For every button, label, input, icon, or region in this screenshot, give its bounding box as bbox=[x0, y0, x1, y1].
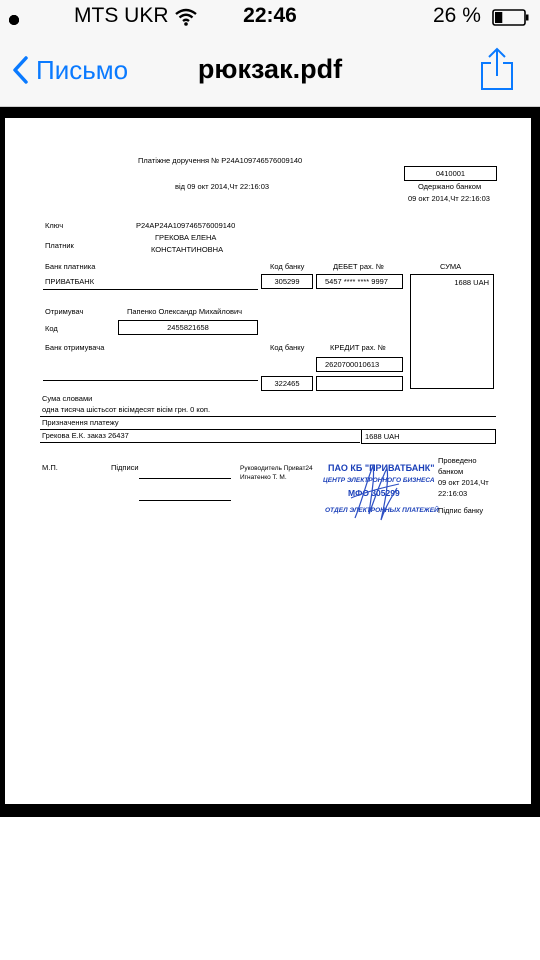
processed-line-1: Проведено bbox=[438, 456, 477, 465]
processed-line-3: 09 окт 2014,Чт bbox=[438, 478, 489, 487]
share-button[interactable] bbox=[478, 46, 516, 97]
code-label: Код bbox=[45, 324, 58, 333]
manager-title: Руководитель Приват24 bbox=[240, 465, 313, 472]
carrier-label: MTS UKR bbox=[74, 4, 169, 27]
debit-account-box: 5457 **** **** 9997 bbox=[316, 274, 403, 289]
received-by-bank-label: Одержано банком bbox=[418, 182, 482, 191]
bank-code-label-2: Код банку bbox=[270, 343, 305, 352]
payer-name-line-1: ГРЕКОВА ЕЛЕНА bbox=[155, 233, 217, 242]
mp-label: М.П. bbox=[42, 463, 58, 472]
empty-account-box bbox=[316, 376, 403, 391]
recipient-code-box: 2455821658 bbox=[118, 320, 258, 335]
stamp-line-3: МФО 305299 bbox=[348, 488, 400, 498]
payer-bank-code-box: 305299 bbox=[261, 274, 313, 289]
processed-line-4: 22:16:03 bbox=[438, 489, 468, 498]
recipient-bank-underline bbox=[43, 380, 258, 381]
pdf-viewer[interactable] bbox=[0, 107, 540, 817]
payer-bank-underline bbox=[43, 289, 258, 290]
battery-percent: 26 % bbox=[433, 4, 481, 27]
credit-account-box: 2620700010613 bbox=[316, 357, 403, 372]
order-date: від 09 окт 2014,Чт 22:16:03 bbox=[175, 182, 270, 191]
signatures-label: Підписи bbox=[111, 463, 139, 472]
purpose-amount-box: 1688 UAH bbox=[361, 429, 496, 444]
pdf-page bbox=[5, 118, 531, 804]
share-icon bbox=[478, 46, 516, 92]
amount-label: СУМА bbox=[440, 262, 462, 271]
key-value: P24AP24A109746576009140 bbox=[136, 221, 236, 230]
received-date: 09 окт 2014,Чт 22:16:03 bbox=[408, 194, 490, 203]
sum-in-words-label: Сума словами bbox=[42, 394, 93, 403]
sum-in-words: одна тисяча шістьсот вісімдесят вісім грн. 0 коп. bbox=[42, 405, 211, 414]
navigation-bar bbox=[0, 36, 540, 107]
form-code-box: 0410001 bbox=[404, 166, 497, 181]
purpose-text: Грекова Е.К. заказ 26437 bbox=[42, 431, 129, 440]
stamp-line-2: ЦЕНТР ЭЛЕКТРОННОГО БИЗНЕСА bbox=[323, 477, 435, 484]
purpose-label: Призначення платежу bbox=[42, 418, 119, 427]
order-title: Платіжне доручення № P24A109746576009140 bbox=[138, 156, 303, 165]
handwritten-signature bbox=[345, 458, 405, 530]
bank-code-label: Код банку bbox=[270, 262, 305, 271]
stamp-line-4: ОТДЕЛ ЭЛЕКТРОННЫХ ПЛАТЕЖЕЙ bbox=[325, 507, 439, 514]
bank-signature-label: Підпис банку bbox=[438, 506, 484, 515]
payer-bank-label: Банк платника bbox=[45, 262, 96, 271]
manager-name: Игнатенко Т. М. bbox=[240, 474, 287, 481]
debit-label: ДЕБЕТ рах. № bbox=[333, 262, 384, 271]
recipient-name: Папенко Олександр Михайлович bbox=[127, 307, 243, 316]
key-label: Ключ bbox=[45, 221, 64, 230]
payer-bank-name: ПРИВАТБАНК bbox=[45, 277, 95, 286]
signature-line-2 bbox=[139, 500, 231, 501]
recipient-bank-code-box: 322465 bbox=[261, 376, 313, 391]
clock: 22:46 bbox=[243, 4, 297, 27]
recipient-bank-label: Банк отримувача bbox=[45, 343, 105, 352]
stamp-line-1: ПАО КБ "ПРИВАТБАНК" bbox=[328, 463, 435, 473]
payer-label: Платник bbox=[45, 241, 74, 250]
back-button-label: Письмо bbox=[36, 54, 129, 85]
amount-box: 1688 UAH bbox=[410, 274, 494, 389]
status-bar bbox=[0, 0, 540, 36]
processed-line-2: банком bbox=[438, 467, 464, 476]
battery-icon bbox=[492, 9, 530, 26]
signature-line-1 bbox=[139, 478, 231, 479]
sum-divider bbox=[40, 416, 496, 417]
document-title: рюкзак.pdf bbox=[197, 54, 343, 84]
payer-name-line-2: КОНСТАНТИНОВНА bbox=[151, 245, 224, 254]
purpose-underline bbox=[40, 442, 360, 443]
recipient-label: Отримувач bbox=[45, 307, 84, 316]
credit-label: КРЕДИТ рах. № bbox=[330, 343, 386, 352]
